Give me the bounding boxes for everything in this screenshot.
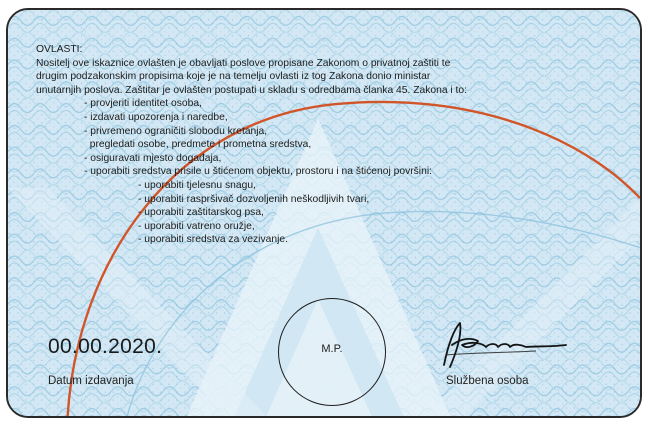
id-card-back	[6, 8, 642, 418]
force-item: - uporabiti zaštitarskog psa,	[138, 207, 264, 219]
power-item: - izdavati upozorenja i naredbe,	[84, 111, 228, 123]
force-item: - uporabiti vatreno oružje,	[138, 220, 255, 232]
powers-text-block	[36, 43, 626, 247]
intro-line: drugim podzakonskim propisima koje je na temelju ovlasti iz tog Zakona donio ministar	[36, 71, 431, 83]
intro-line: Nositelj ove iskaznice ovlašten je obavljati poslove propisane Zakonom o privatnoj zaštiti te	[36, 57, 451, 69]
stamp-text: M.P.	[321, 343, 343, 355]
signature-label: Službena osoba	[446, 375, 529, 387]
power-item: - osiguravati mjesto događaja,	[84, 152, 222, 164]
stamp-circle	[278, 298, 386, 406]
force-item: - uporabiti raspršivač dozvoljenih neškodljivih tvari,	[138, 193, 370, 205]
power-item: - privremeno ograničiti slobodu kretanja,	[84, 125, 268, 137]
issue-date: 00.00.2020.	[48, 335, 163, 358]
power-item: pregledati osobe, predmete i prometna sredstva,	[84, 139, 312, 151]
power-item: - provjeriti identitet osoba,	[84, 98, 202, 110]
powers-heading: OVLASTI:	[36, 44, 83, 55]
force-item: - uporabiti tjelesnu snagu,	[138, 179, 256, 191]
intro-line: unutarnjih poslova. Zaštitar je ovlašten postupati u skladu s odredbama članka 45. Zakona i to:	[36, 84, 468, 96]
force-item: - uporabiti sredstva za vezivanje.	[138, 234, 288, 246]
power-item: - uporabiti sredstva prisile u štićenom objektu, prostoru i na štićenoj površini:	[84, 166, 432, 178]
signature	[426, 315, 576, 373]
issue-date-label: Datum izdavanja	[48, 375, 134, 387]
